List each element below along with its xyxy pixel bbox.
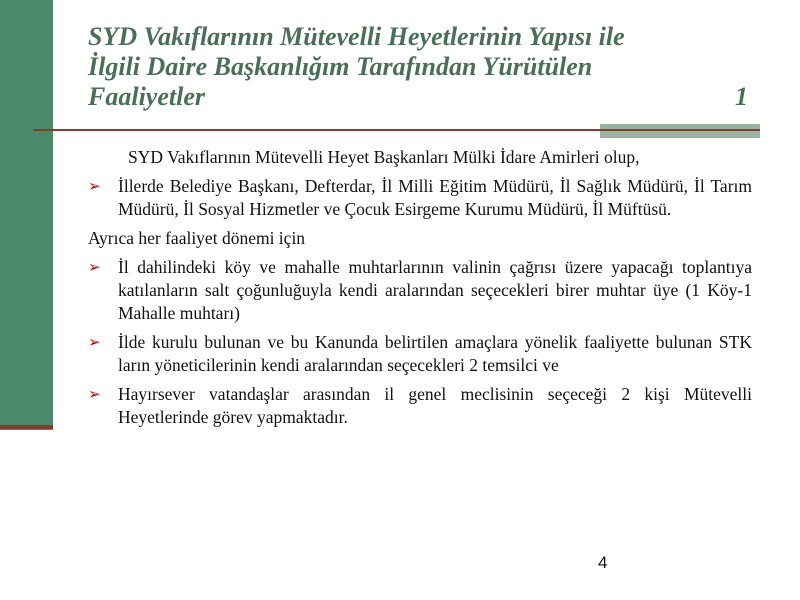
title-line-1: SYD Vakıflarının Mütevelli Heyetlerinin Yapısı ile: [88, 22, 625, 51]
title-rule-green: [600, 124, 760, 138]
page-number: 4: [598, 553, 608, 572]
title-rule-red: [33, 129, 760, 131]
list-item: [88, 331, 752, 377]
left-bar-accent: [0, 425, 53, 429]
arrow-bullet-icon: ➢: [88, 258, 101, 276]
list-item: [88, 175, 752, 221]
list-item: [88, 383, 752, 429]
list-item-text: Hayırsever vatandaşlar arasından il genel meclisinin seçeceği 2 kişi Mütevelli Heyetlerinde görev yapmaktadır.: [118, 384, 752, 427]
list-item-text: İllerde Belediye Başkanı, Defterdar, İl Milli Eğitim Müdürü, İl Sağlık Müdürü, İl Tarım Müdürü, İl Sosyal Hizmetler ve Çocuk Esirgeme Kurumu Müdürü, İl Müftüsü.: [118, 176, 752, 219]
list-item-text: İl dahilindeki köy ve mahalle muhtarlarının valinin çağrısı üzere yapacağı toplantıya katılanların salt çoğunluğuyla kendi aralarından seçecekleri birer muhtar üye (1 Köy-1 Mahalle muhtarı): [118, 257, 752, 323]
note-paragraph: Ayrıca her faaliyet dönemi için: [88, 228, 306, 248]
title-number: 1: [735, 82, 748, 111]
title-line-2: İlgili Daire Başkanlığım Tarafından Yürütülen: [88, 52, 593, 81]
slide-title: [88, 22, 758, 112]
intro-paragraph: SYD Vakıflarının Mütevelli Heyet Başkanları Mülki İdare Amirleri olup,: [128, 147, 640, 167]
arrow-bullet-icon: ➢: [88, 177, 101, 195]
arrow-bullet-icon: ➢: [88, 385, 101, 403]
slide-body: [88, 146, 752, 435]
arrow-bullet-icon: ➢: [88, 333, 101, 351]
left-decorative-bar: [0, 0, 53, 430]
list-item-text: İlde kurulu bulunan ve bu Kanunda belirtilen amaçlara yönelik faaliyette bulunan STK ların yöneticilerinin kendi aralarından seçecekleri 2 temsilci ve: [118, 332, 752, 375]
list-item: [88, 256, 752, 325]
title-line-3: Faaliyetler: [88, 82, 205, 111]
